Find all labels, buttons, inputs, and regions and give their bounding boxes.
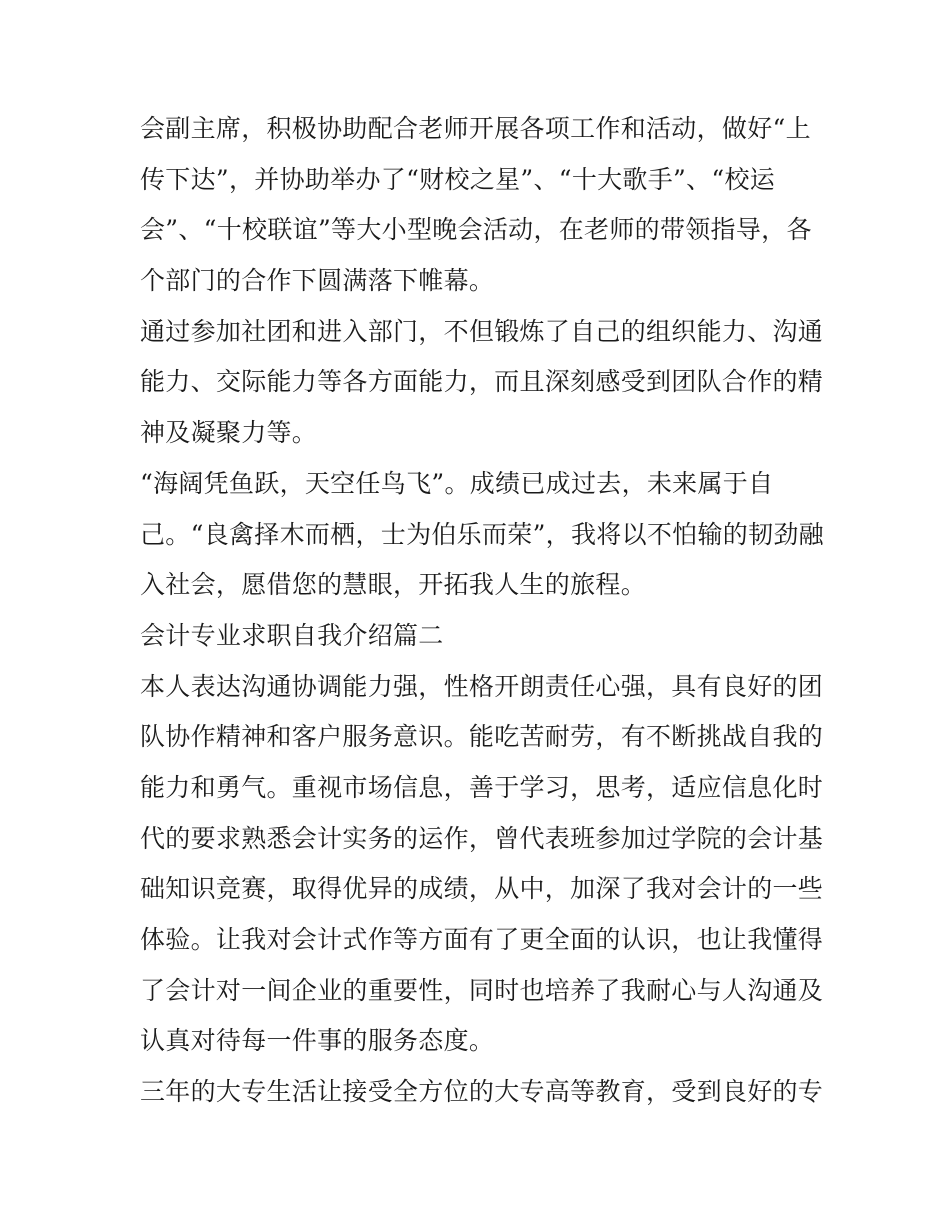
text-line: 认真对待每一件事的服务态度。 (140, 1026, 495, 1056)
text-line: 能力、交际能力等各方面能力，而且深刻感受到团队合作的精 (140, 367, 824, 397)
text-line: 神及凝聚力等。 (140, 418, 318, 448)
text-line: 本人表达沟通协调能力强，性格开朗责任心强，具有良好的团 (140, 671, 824, 701)
document-body (140, 104, 824, 1118)
text-line: 会副主席，积极协助配合老师开展各项工作和活动，做好“上 (140, 114, 811, 143)
text-line: 能力和勇气。重视市场信息，善于学习，思考，适应信息化时 (140, 772, 824, 802)
text-line: 通过参加社团和进入部门，不但锻炼了自己的组织能力、沟通 (140, 316, 824, 346)
text-line: 了会计对一间企业的重要性，同时也培养了我耐心与人沟通及 (140, 975, 824, 1005)
text-line: 础知识竞赛，取得优异的成绩，从中，加深了我对会计的一些 (140, 874, 824, 904)
text-line: 传下达”，并协助举办了“财校之星”、“十大歌手”、“校运 (140, 164, 776, 194)
text-line: 会”、“十校联谊”等大小型晚会活动，在老师的带领指导，各 (140, 215, 812, 245)
text-line: 入社会，愿借您的慧眼，开拓我人生的旅程。 (140, 570, 647, 600)
section-heading: 会计专业求职自我介绍篇二 (140, 620, 444, 650)
text-line: 个部门的合作下圆满落下帷幕。 (140, 266, 495, 296)
text-line: “海阔凭鱼跃，天空任鸟飞”。成绩已成过去，未来属于自 (140, 468, 774, 498)
text-line: 队协作精神和客户服务意识。能吃苦耐劳，有不断挑战自我的 (140, 722, 824, 752)
text-line: 己。“良禽择木而栖，士为伯乐而荣”，我将以不怕输的韧劲融 (140, 519, 824, 549)
text-line: 三年的大专生活让接受全方位的大专高等教育，受到良好的专 (140, 1077, 824, 1107)
text-line: 体验。让我对会计式作等方面有了更全面的认识，也让我懂得 (140, 925, 824, 954)
text-line: 代的要求熟悉会计实务的运作，曾代表班参加过学院的会计基 (140, 823, 824, 853)
